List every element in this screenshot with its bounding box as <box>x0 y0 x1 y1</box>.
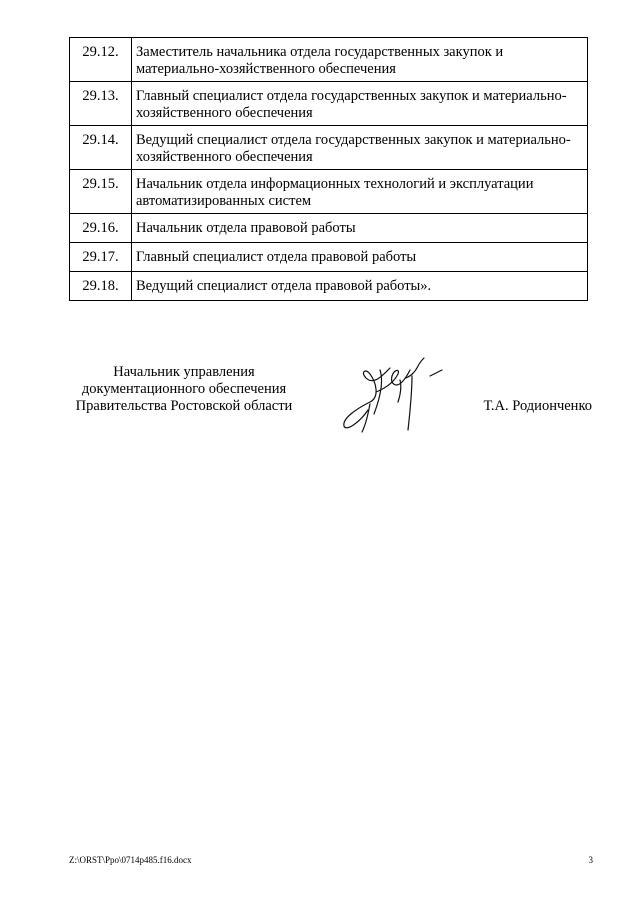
signatory-name: Т.А. Родионченко <box>483 398 592 414</box>
row-number: 29.14. <box>70 126 132 170</box>
row-number: 29.16. <box>70 214 132 243</box>
row-number: 29.12. <box>70 38 132 82</box>
table-row <box>70 38 588 82</box>
row-title: Ведущий специалист отдела государственных закупок и материально-хозяйственного обеспечения <box>132 126 588 170</box>
position-line: Начальник управления <box>113 364 255 380</box>
table-row <box>70 243 588 272</box>
file-path: Z:\ORST\Ppo\0714p485.f16.docx <box>69 855 192 865</box>
row-title: Заместитель начальника отдела государственных закупок и материально-хозяйственного обеспечения <box>132 38 588 82</box>
signatory-position <box>66 364 302 415</box>
row-number: 29.15. <box>70 170 132 214</box>
table-row <box>70 214 588 243</box>
table-row <box>70 126 588 170</box>
row-number: 29.13. <box>70 82 132 126</box>
table-row <box>70 272 588 301</box>
handwritten-signature <box>340 352 456 436</box>
row-title: Начальник отдела правовой работы <box>132 214 588 243</box>
row-number: 29.18. <box>70 272 132 301</box>
row-title: Начальник отдела информационных технологий и эксплуатации автоматизированных систем <box>132 170 588 214</box>
positions-table <box>69 37 588 301</box>
page-number: 3 <box>588 855 593 865</box>
row-title: Главный специалист отдела правовой работы <box>132 243 588 272</box>
row-number: 29.17. <box>70 243 132 272</box>
row-title: Ведущий специалист отдела правовой работы». <box>132 272 588 301</box>
position-line: Правительства Ростовской области <box>75 398 293 414</box>
position-line: документационного обеспечения <box>81 381 287 397</box>
row-title: Главный специалист отдела государственных закупок и материально-хозяйственного обеспечения <box>132 82 588 126</box>
table-row <box>70 170 588 214</box>
table-row <box>70 82 588 126</box>
